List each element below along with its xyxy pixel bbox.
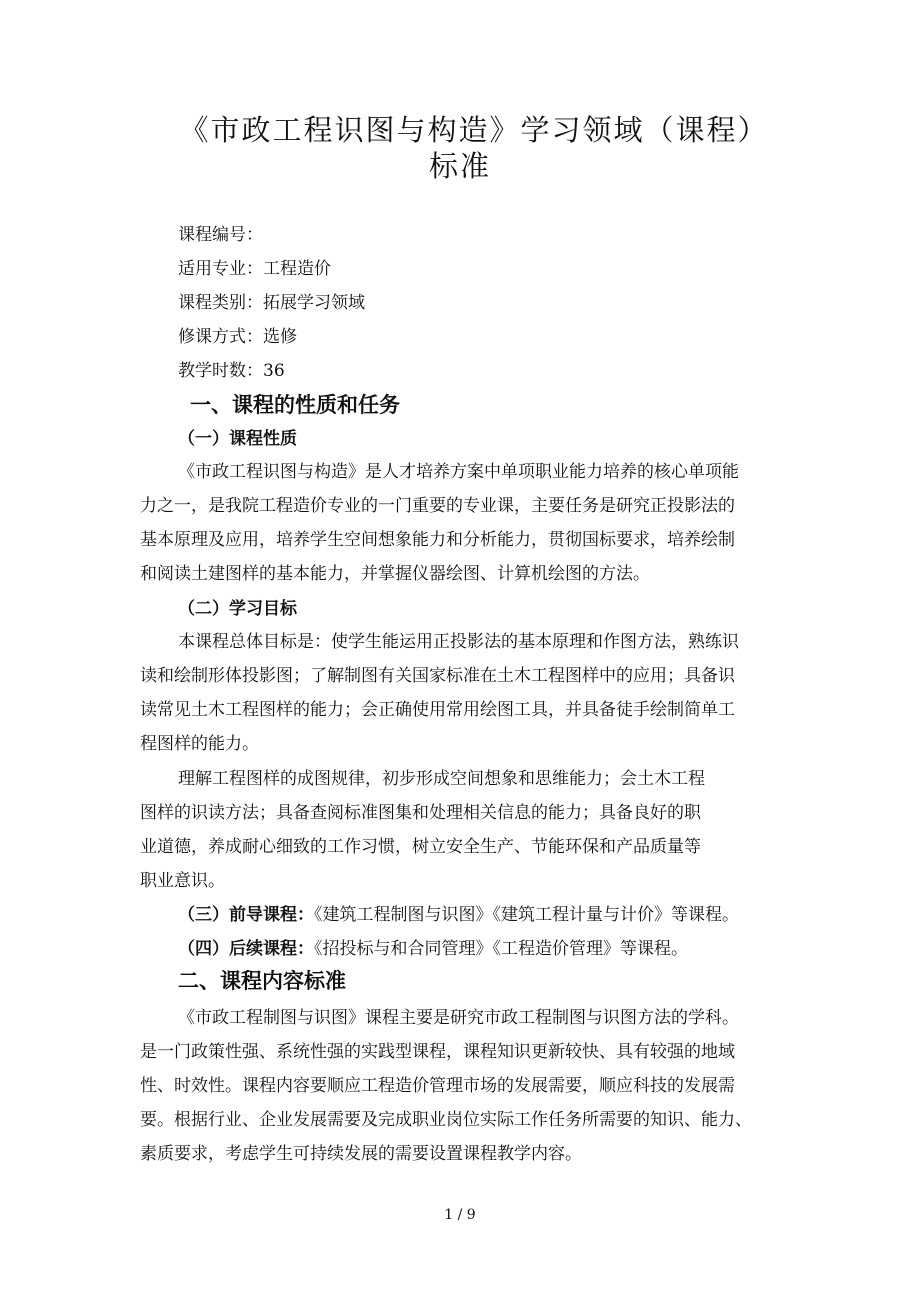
prerequisite-text: 《建筑工程制图与识图》《建筑工程计量与计价》等课程。 xyxy=(314,905,739,925)
section1-sub3 xyxy=(178,903,739,927)
paragraph-line: 职业意识。 xyxy=(140,871,225,891)
section1-sub4 xyxy=(178,937,688,961)
section2-heading: 二、课程内容标准 xyxy=(178,969,346,993)
prerequisite-label: （三）前导课程： xyxy=(178,905,314,925)
paragraph-line: 和阅读土建图样的基本能力，并掌握仪器绘图、计算机绘图的方法。 xyxy=(140,564,650,584)
paragraph-line: 要。根据行业、企业发展需要及完成职业岗位实际工作任务所需要的知识、能力、 xyxy=(140,1110,752,1130)
document-title-line1: 《市政工程识图与构造》学习领域（课程） xyxy=(179,113,769,147)
followup-label: （四）后续课程： xyxy=(178,939,314,959)
paragraph-line: 力之一，是我院工程造价专业的一门重要的专业课，主要任务是研究正投影法的 xyxy=(140,496,735,516)
paragraph-line: 《市政工程识图与构造》是人才培养方案中单项职业能力培养的核心单项能 xyxy=(178,462,739,482)
section1-sub1-heading: （一）课程性质 xyxy=(178,429,297,449)
paragraph-line: 本课程总体目标是：使学生能运用正投影法的基本原理和作图方法，熟练识 xyxy=(178,632,739,652)
applicable-major: 适用专业：工程造价 xyxy=(178,259,331,279)
section1-sub2-heading: （二）学习目标 xyxy=(178,599,297,619)
paragraph-line: 素质要求，考虑学生可持续发展的需要设置课程教学内容。 xyxy=(140,1144,582,1164)
paragraph-line: 《市政工程制图与识图》课程主要是研究市政工程制图与识图方法的学科。 xyxy=(178,1008,739,1028)
study-mode: 修课方式：选修 xyxy=(178,327,297,347)
course-code: 课程编号： xyxy=(178,225,263,245)
followup-text: 《招投标与和合同管理》《工程造价管理》等课程。 xyxy=(314,939,688,959)
paragraph-line: 读常见土木工程图样的能力；会正确使用常用绘图工具，并具备徒手绘制简单工 xyxy=(140,700,735,720)
paragraph-line: 程图样的能力。 xyxy=(140,734,259,754)
paragraph-line: 是一门政策性强、系统性强的实践型课程，课程知识更新较快、具有较强的地域 xyxy=(140,1042,735,1062)
paragraph-line: 理解工程图样的成图规律，初步形成空间想象和思维能力；会土木工程 xyxy=(178,769,705,789)
paragraph-line: 读和绘制形体投影图；了解制图有关国家标准在土木工程图样中的应用；具备识 xyxy=(140,666,735,686)
paragraph-line: 性、时效性。课程内容要顺应工程造价管理市场的发展需要，顺应科技的发展需 xyxy=(140,1076,735,1096)
page-number: 1 / 9 xyxy=(444,1207,476,1223)
course-category: 课程类别：拓展学习领域 xyxy=(178,293,365,313)
section1-heading: 一、课程的性质和任务 xyxy=(190,393,400,417)
document-title-line2: 标准 xyxy=(428,149,491,183)
teaching-hours: 教学时数：36 xyxy=(178,361,285,381)
paragraph-line: 基本原理及应用，培养学生空间想象能力和分析能力，贯彻国标要求，培养绘制 xyxy=(140,530,735,550)
paragraph-line: 图样的识读方法；具备查阅标准图集和处理相关信息的能力；具备良好的职 xyxy=(140,803,701,823)
paragraph-line: 业道德，养成耐心细致的工作习惯，树立安全生产、节能环保和产品质量等 xyxy=(140,837,701,857)
